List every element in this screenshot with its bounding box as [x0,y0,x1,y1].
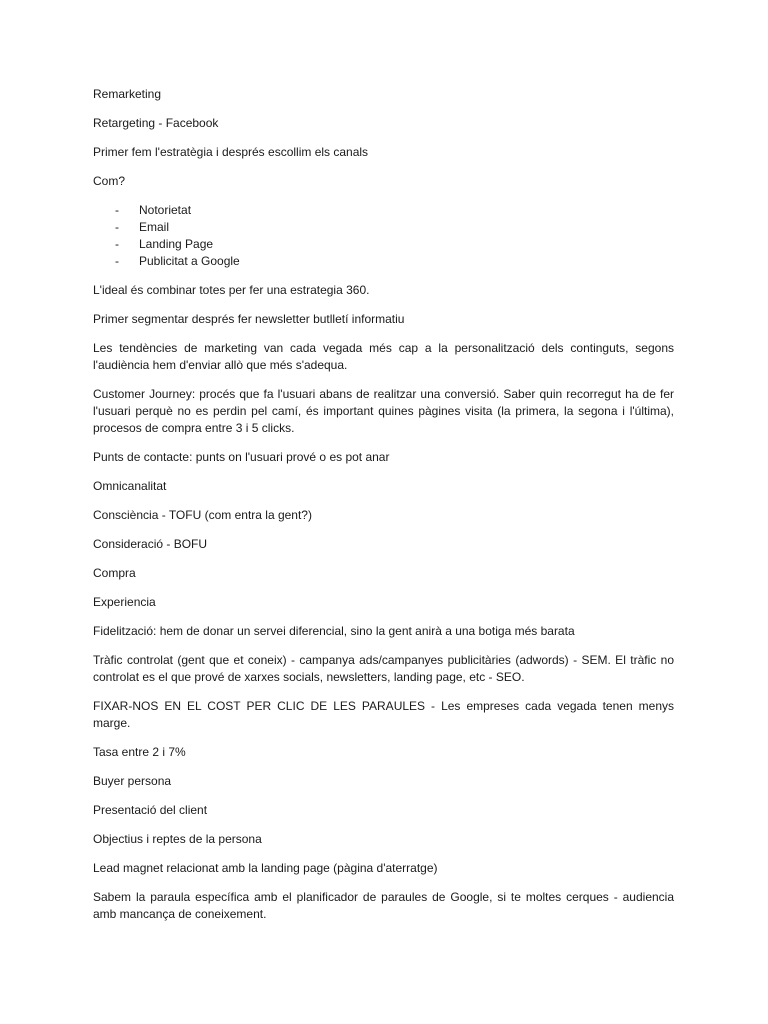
paragraph: FIXAR-NOS EN EL COST PER CLIC DE LES PARAULES - Les empreses cada vegada tenen menys marge. [93,699,674,730]
list-item [93,236,674,253]
paragraph: Les tendències de marketing van cada vegada més cap a la personalització dels continguts, segons l'audiència hem d'enviar allò que més s'adequa. [93,341,674,372]
list-marker: - [115,237,119,251]
paragraph: Customer Journey: procés que fa l'usuari abans de realitzar una conversió. Saber quin recorregut ha de fer l'usuari perquè no es perdin pel camí, és important quines pàgines visita (la primera, la segona i l'última), procesos de compra entre 3 i 5 clicks. [93,387,674,435]
paragraph: Punts de contacte: punts on l'usuari prové o es pot anar [93,450,390,464]
paragraph: Compra [93,566,136,580]
list-marker: - [115,254,119,268]
paragraph: Com? [93,174,126,188]
list-item [93,253,674,270]
document-page [93,86,674,935]
paragraph: Primer segmentar després fer newsletter butlletí informatiu [93,312,405,326]
list-item-text: Notorietat [139,203,192,217]
paragraph: Tràfic controlat (gent que et coneix) - campanya ads/campanyes publicitàries (adwords) - SEM. El tràfic no controlat es el que prové de xarxes socials, newsletters, landing page, etc - SEO. [93,653,674,684]
list-item [93,219,674,236]
paragraph: Consideració - BOFU [93,537,208,551]
paragraph: Tasa entre 2 i 7% [93,745,186,759]
paragraph: Primer fem l'estratègia i després escollim els canals [93,145,369,159]
paragraph: Retargeting - Facebook [93,116,219,130]
paragraph: Omnicanalitat [93,479,167,493]
list-marker: - [115,203,119,217]
paragraph: Presentació del client [93,803,208,817]
list-item-text: Publicitat a Google [139,254,240,268]
paragraph: Lead magnet relacionat amb la landing page (pàgina d'aterratge) [93,861,438,875]
paragraph: Fidelització: hem de donar un servei diferencial, sino la gent anirà a una botiga més barata [93,624,575,638]
paragraph: Consciència - TOFU (com entra la gent?) [93,508,312,522]
list-item-text: Landing Page [139,237,214,251]
paragraph: Experiencia [93,595,156,609]
paragraph: Sabem la paraula específica amb el planificador de paraules de Google, si te moltes cerques - audiencia amb mancança de coneixement. [93,890,674,921]
paragraph: Remarketing [93,87,162,101]
paragraph: L'ideal és combinar totes per fer una estrategia 360. [93,283,370,297]
paragraph: Objectius i reptes de la persona [93,832,262,846]
channel-list [93,202,674,270]
paragraph: Buyer persona [93,774,172,788]
list-marker: - [115,220,119,234]
list-item-text: Email [139,220,170,234]
list-item [93,202,674,219]
